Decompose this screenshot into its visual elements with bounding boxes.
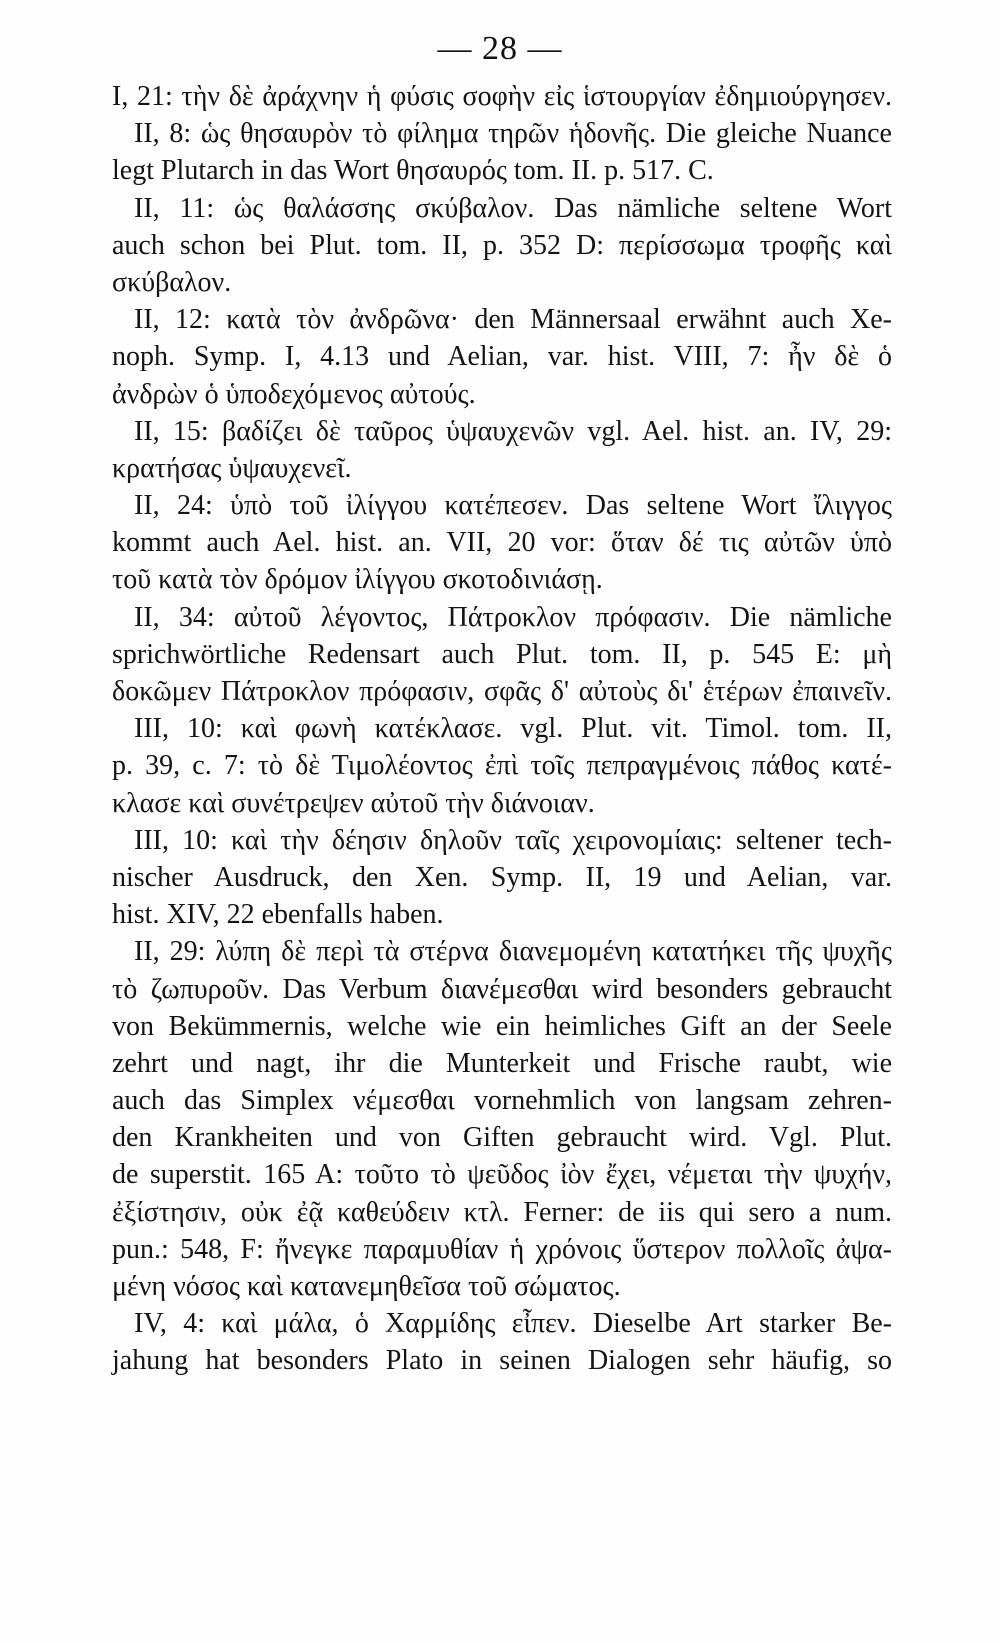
text-line: auch das Simplex νέμεσθαι vornehmlich von langsam zehren- xyxy=(112,1085,892,1117)
text-line: δοκῶμεν Πάτροκλον πρόφασιν, σφᾶς δ' αὐτοὺς δι' ἑτέρων ἐπαινεῖν. xyxy=(112,676,892,707)
text-line: auch schon bei Plut. tom. II, p. 352 D: περίσσωμα τροφῆς καὶ xyxy=(112,229,892,261)
text-line: p. 39, c. 7: τὸ δὲ Τιμολέοντος ἐπὶ τοῖς πεπραγμένοις πάθος κατέ- xyxy=(112,750,892,782)
text-line: τοῦ κατὰ τὸν δρόμον ἰλίγγου σκοτοδινιάσῃ. xyxy=(112,564,603,596)
text-line: III, 10: καὶ φωνὴ κατέκλασε. vgl. Plut. vit. Timol. tom. II, xyxy=(134,713,892,745)
text-line: kommt auch Ael. hist. an. VII, 20 vor: ὅταν δέ τις αὐτῶν ὑπὸ xyxy=(112,527,892,559)
text-line: κρατήσας ὑψαυχενεῖ. xyxy=(112,452,352,484)
text-line: II, 15: βαδίζει δὲ ταῦρος ὑψαυχενῶν vgl. Ael. hist. an. IV, 29: xyxy=(134,415,892,447)
text-line: II, 34: αὐτοῦ λέγοντος, Πάτροκλον πρόφασιν. Die nämliche xyxy=(134,601,892,633)
text-line: legt Plutarch in das Wort θησαυρός tom. II. p. 517. C. xyxy=(112,155,714,187)
text-line: II, 8: ὡς θησαυρὸν τὸ φίλημα τηρῶν ἡδονῆς. Die gleiche Nuance xyxy=(134,118,892,150)
text-line: nischer Ausdruck, den Xen. Symp. II, 19 und Aelian, var. xyxy=(112,861,892,893)
text-line: I, 21: τὴν δὲ ἀράχνην ἡ φύσις σοφὴν εἰς ἱστουργίαν ἐδημιούργησεν. xyxy=(112,81,892,112)
text-line: ἐξίστησιν, οὐκ ἐᾷ καθεύδειν κτλ. Ferner: de iis qui sero a num. xyxy=(112,1196,892,1228)
text-line: II, 24: ὑπὸ τοῦ ἰλίγγου κατέπεσεν. Das seltene Wort ἴλιγγος xyxy=(134,490,892,522)
text-line: ἀνδρὼν ὁ ὑποδεχόμενος αὐτούς. xyxy=(112,378,476,410)
text-line: de superstit. 165 A: τοῦτο τὸ ψεῦδος ἰὸν ἔχει, νέμεται τὴν ψυχήν, xyxy=(112,1159,892,1191)
text-line: σκύβαλον. xyxy=(112,266,232,298)
text-line: μένη νόσος καὶ κατανεμηθεῖσα τοῦ σώματος. xyxy=(112,1271,621,1302)
text-line: pun.: 548, F: ἤνεγκε παραμυθίαν ἡ χρόνοις ὕστερον πολλοῖς ἀψα- xyxy=(112,1233,892,1265)
text-line: II, 29: λύπη δὲ περὶ τὰ στέρνα διανεμομένη κατατήκει τῆς ψυχῆς xyxy=(134,936,892,968)
text-line: den Krankheiten und von Giften gebraucht wird. Vgl. Plut. xyxy=(112,1122,892,1154)
body-text xyxy=(112,78,892,1380)
text-line: noph. Symp. I, 4.13 und Aelian, var. hist. VIII, 7: ἦν δὲ ὁ xyxy=(112,341,892,373)
text-line: II, 11: ὡς θαλάσσης σκύβαλον. Das nämliche seltene Wort xyxy=(134,192,892,224)
text-line: von Bekümmernis, welche wie ein heimliches Gift an der Seele xyxy=(112,1010,892,1042)
text-line: hist. XIV, 22 ebenfalls haben. xyxy=(112,899,444,931)
text-line: II, 12: κατὰ τὸν ἀνδρῶνα· den Männersaal erwähnt auch Xe- xyxy=(134,304,892,336)
text-line: III, 10: καὶ τὴν δέησιν δηλοῦν ταῖς χειρονομίαις: seltener tech- xyxy=(134,824,892,856)
text-line: τὸ ζωπυροῦν. Das Verbum διανέμεσθαι wird besonders gebraucht xyxy=(112,973,892,1005)
text-line: zehrt und nagt, ihr die Munterkeit und Frische raubt, wie xyxy=(112,1047,892,1079)
text-line: IV, 4: καὶ μάλα, ὁ Χαρμίδης εἶπεν. Dieselbe Art starker Be- xyxy=(134,1308,892,1340)
page-number: — 28 — xyxy=(437,30,563,67)
text-line: κλασε καὶ συνέτρεψεν αὐτοῦ τὴν διάνοιαν. xyxy=(112,787,595,819)
text-line: sprichwörtliche Redensart auch Plut. tom. II, p. 545 E: μὴ xyxy=(112,638,892,670)
text-line: jahung hat besonders Plato in seinen Dialogen sehr häufig, so xyxy=(112,1345,892,1377)
